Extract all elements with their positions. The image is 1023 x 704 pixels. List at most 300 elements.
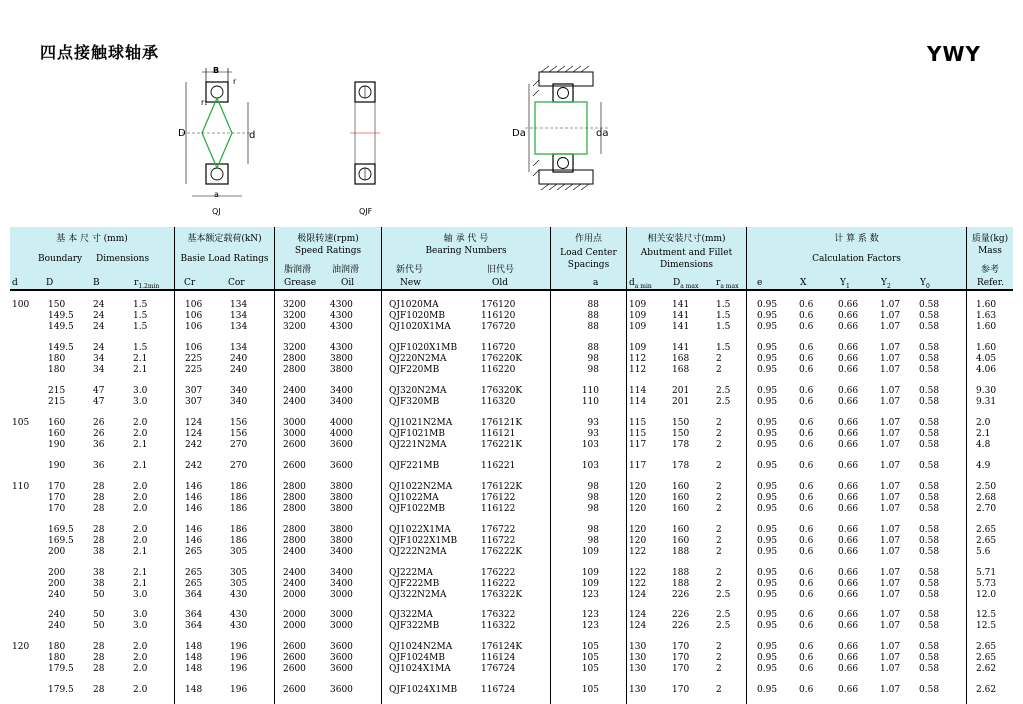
cell-da: 168 bbox=[672, 365, 690, 375]
cell-da: 124 bbox=[629, 610, 647, 620]
cell-new: QJF320MB bbox=[389, 397, 440, 407]
dim-label-r: r bbox=[233, 77, 237, 86]
cell-y2: 1.07 bbox=[880, 300, 901, 310]
page-title: 四点接触球轴承 bbox=[40, 43, 160, 62]
cell-da: 170 bbox=[672, 685, 690, 695]
cell-old: 116322 bbox=[481, 621, 516, 631]
cell-new: QJ1024X1MA bbox=[389, 664, 451, 674]
cell-b: 28 bbox=[93, 664, 105, 674]
cell-da: 122 bbox=[629, 568, 647, 578]
cell-m: 4.8 bbox=[976, 440, 991, 450]
center-header-en2: Spacings bbox=[567, 260, 610, 270]
cell-x: 0.6 bbox=[799, 642, 814, 652]
cell-d: 149.5 bbox=[48, 311, 74, 321]
cell-cr: 106 bbox=[185, 322, 203, 332]
cell-y0: 0.58 bbox=[919, 343, 940, 353]
cell-y2: 1.07 bbox=[880, 493, 901, 503]
cell-a: 88 bbox=[587, 300, 599, 310]
cell-da: 130 bbox=[629, 653, 647, 663]
cell-a: 88 bbox=[587, 322, 599, 332]
cell-da: 117 bbox=[629, 440, 647, 450]
cell-da: 122 bbox=[629, 579, 647, 589]
col-b: B bbox=[93, 278, 100, 288]
cell-ra: 2 bbox=[716, 461, 722, 471]
qjf-section-drawing bbox=[350, 78, 380, 188]
cell-g: 2800 bbox=[283, 504, 306, 514]
cell-y2: 1.07 bbox=[880, 621, 901, 631]
cell-e: 0.95 bbox=[757, 590, 778, 600]
cell-new: QJ320N2MA bbox=[389, 386, 447, 396]
cell-cor: 186 bbox=[230, 482, 248, 492]
cell-y2: 1.07 bbox=[880, 397, 901, 407]
cell-cr: 106 bbox=[185, 300, 203, 310]
cell-e: 0.95 bbox=[757, 664, 778, 674]
cell-ra: 1.5 bbox=[716, 343, 731, 353]
cell-old: 116220 bbox=[481, 365, 516, 375]
cell-old: 116221 bbox=[481, 461, 516, 471]
cell-a: 98 bbox=[587, 493, 599, 503]
calc-header-en: Calculation Factors bbox=[812, 254, 901, 264]
cell-da: 141 bbox=[672, 343, 690, 353]
cell-cor: 305 bbox=[230, 547, 248, 557]
cell-ra: 2 bbox=[716, 354, 722, 364]
table-row bbox=[0, 610, 1023, 621]
cell-y1: 0.66 bbox=[838, 343, 859, 353]
cell-da: 120 bbox=[629, 525, 647, 535]
cell-y0: 0.58 bbox=[919, 365, 940, 375]
cell-da: 160 bbox=[672, 525, 690, 535]
dim-label-a: a bbox=[214, 190, 219, 199]
cell-da: 120 bbox=[629, 536, 647, 546]
cell-m: 2.70 bbox=[976, 504, 997, 514]
cell-b: 34 bbox=[93, 365, 105, 375]
cell-da: 114 bbox=[629, 397, 647, 407]
cell-g: 2000 bbox=[283, 590, 306, 600]
cell-e: 0.95 bbox=[757, 482, 778, 492]
cell-old: 116122 bbox=[481, 504, 516, 514]
cell-new: QJ1021N2MA bbox=[389, 418, 453, 428]
cell-new: QJF1021MB bbox=[389, 429, 445, 439]
cell-r: 2.0 bbox=[133, 493, 148, 503]
cell-x: 0.6 bbox=[799, 525, 814, 535]
cell-old: 116222 bbox=[481, 579, 516, 589]
cell-y0: 0.58 bbox=[919, 300, 940, 310]
cell-e: 0.95 bbox=[757, 300, 778, 310]
cell-da: 141 bbox=[672, 300, 690, 310]
cell-y0: 0.58 bbox=[919, 579, 940, 589]
cell-b: 28 bbox=[93, 685, 105, 695]
cell-r: 2.1 bbox=[133, 579, 148, 589]
cell-d: 240 bbox=[48, 610, 66, 620]
cell-b: 50 bbox=[93, 621, 105, 631]
cell-da: 178 bbox=[672, 440, 690, 450]
cell-a: 98 bbox=[587, 504, 599, 514]
cell-da: 150 bbox=[672, 418, 690, 428]
cell-y0: 0.58 bbox=[919, 311, 940, 321]
cell-r: 2.0 bbox=[133, 429, 148, 439]
cell-r: 1.5 bbox=[133, 300, 148, 310]
cell-r: 3.0 bbox=[133, 621, 148, 631]
cell-a: 105 bbox=[581, 664, 599, 674]
table-row bbox=[0, 525, 1023, 536]
cell-ra: 1.5 bbox=[716, 322, 731, 332]
cell-m: 4.05 bbox=[976, 354, 997, 364]
cell-cor: 134 bbox=[230, 311, 248, 321]
cell-g: 2800 bbox=[283, 482, 306, 492]
cell-ra: 2 bbox=[716, 568, 722, 578]
cell-o: 3400 bbox=[330, 547, 353, 557]
cell-ra: 2 bbox=[716, 685, 722, 695]
cell-y1: 0.66 bbox=[838, 493, 859, 503]
table-row bbox=[0, 343, 1023, 354]
cell-d: 179.5 bbox=[48, 685, 74, 695]
cell-o: 3400 bbox=[330, 579, 353, 589]
cell-y1: 0.66 bbox=[838, 322, 859, 332]
cell-y1: 0.66 bbox=[838, 397, 859, 407]
table-row bbox=[0, 354, 1023, 365]
cell-x: 0.6 bbox=[799, 579, 814, 589]
cell-x: 0.6 bbox=[799, 547, 814, 557]
cell-da: 124 bbox=[629, 621, 647, 631]
cell-g: 2800 bbox=[283, 525, 306, 535]
cell-x: 0.6 bbox=[799, 300, 814, 310]
col-y1: $Y_1$ bbox=[840, 278, 850, 290]
table-row bbox=[0, 482, 1023, 493]
cell-da: 226 bbox=[672, 621, 690, 631]
cell-o: 4300 bbox=[330, 322, 353, 332]
cell-r: 2.0 bbox=[133, 664, 148, 674]
cell-b: 28 bbox=[93, 642, 105, 652]
cell-x: 0.6 bbox=[799, 590, 814, 600]
cell-m: 9.30 bbox=[976, 386, 997, 396]
qjf-caption: QJF bbox=[359, 207, 373, 216]
cell-da: 201 bbox=[672, 386, 690, 396]
cell-a: 109 bbox=[581, 547, 599, 557]
col-ra-max: $r_{a max}$ bbox=[716, 278, 739, 290]
cell-ra: 2 bbox=[716, 418, 722, 428]
cell-y0: 0.58 bbox=[919, 418, 940, 428]
dim-label-d-outer: D bbox=[178, 128, 186, 139]
cell-e: 0.95 bbox=[757, 461, 778, 471]
mass-header-en: Mass bbox=[978, 246, 1002, 256]
col-da-min: $d_{a min}$ bbox=[629, 278, 652, 290]
col-da-max: $D_{a max}$ bbox=[673, 278, 699, 290]
table-row bbox=[0, 386, 1023, 397]
cell-y0: 0.58 bbox=[919, 664, 940, 674]
cell-e: 0.95 bbox=[757, 429, 778, 439]
cell-ra: 2 bbox=[716, 525, 722, 535]
cell-y1: 0.66 bbox=[838, 418, 859, 428]
cell-d: 170 bbox=[48, 493, 66, 503]
cell-y1: 0.66 bbox=[838, 590, 859, 600]
cell-b: 38 bbox=[93, 579, 105, 589]
cell-g: 2600 bbox=[283, 440, 306, 450]
cell-y1: 0.66 bbox=[838, 653, 859, 663]
cell-e: 0.95 bbox=[757, 365, 778, 375]
cell-r: 3.0 bbox=[133, 590, 148, 600]
cell-d: 110 bbox=[12, 482, 30, 492]
cell-e: 0.95 bbox=[757, 547, 778, 557]
cell-d: 170 bbox=[48, 482, 66, 492]
cell-g: 2400 bbox=[283, 568, 306, 578]
cell-cr: 148 bbox=[185, 685, 203, 695]
cell-y2: 1.07 bbox=[880, 525, 901, 535]
col-old: Old bbox=[492, 278, 509, 288]
cell-da: 170 bbox=[672, 664, 690, 674]
cell-b: 28 bbox=[93, 482, 105, 492]
cell-ra: 2 bbox=[716, 653, 722, 663]
cell-e: 0.95 bbox=[757, 386, 778, 396]
cell-old: 116124 bbox=[481, 653, 516, 663]
cell-da: 115 bbox=[629, 429, 647, 439]
cell-m: 2.65 bbox=[976, 525, 997, 535]
cell-b: 28 bbox=[93, 504, 105, 514]
cell-d: 190 bbox=[48, 461, 66, 471]
cell-da: 226 bbox=[672, 590, 690, 600]
cell-new: QJ322MA bbox=[389, 610, 433, 620]
cell-y1: 0.66 bbox=[838, 536, 859, 546]
cell-ra: 2 bbox=[716, 493, 722, 503]
dim-label-b: B bbox=[213, 66, 220, 75]
cell-g: 2600 bbox=[283, 664, 306, 674]
cell-new: QJ1020MA bbox=[389, 300, 439, 310]
cell-new: QJF322MB bbox=[389, 621, 440, 631]
abutment-header-en2: Dimensions bbox=[659, 260, 714, 270]
cell-y2: 1.07 bbox=[880, 461, 901, 471]
cell-ra: 1.5 bbox=[716, 300, 731, 310]
cell-da: 141 bbox=[672, 311, 690, 321]
cell-y1: 0.66 bbox=[838, 440, 859, 450]
cell-a: 103 bbox=[581, 461, 599, 471]
cell-y1: 0.66 bbox=[838, 504, 859, 514]
bearing-header-cn: 轴 承 代 号 bbox=[443, 234, 489, 244]
cell-b: 38 bbox=[93, 547, 105, 557]
cell-g: 3000 bbox=[283, 429, 306, 439]
cell-cor: 186 bbox=[230, 536, 248, 546]
cell-y2: 1.07 bbox=[880, 418, 901, 428]
cell-new: QJF1020MB bbox=[389, 311, 445, 321]
cell-a: 93 bbox=[587, 418, 599, 428]
cell-y0: 0.58 bbox=[919, 536, 940, 546]
col-outer-d: D bbox=[46, 278, 54, 288]
cell-o: 3800 bbox=[330, 525, 353, 535]
table-row bbox=[0, 365, 1023, 376]
cell-a: 110 bbox=[581, 386, 599, 396]
cell-o: 3400 bbox=[330, 397, 353, 407]
bearing-header-en: Bearing Numbers bbox=[425, 246, 507, 256]
cell-da: 141 bbox=[672, 322, 690, 332]
cell-b: 50 bbox=[93, 590, 105, 600]
mass-header-cn: 质量(kg) bbox=[971, 234, 1009, 244]
cell-old: 176122 bbox=[481, 493, 516, 503]
cell-cor: 240 bbox=[230, 354, 248, 364]
cell-old: 176121K bbox=[481, 418, 523, 428]
cell-g: 2400 bbox=[283, 579, 306, 589]
cell-d: 170 bbox=[48, 504, 66, 514]
cell-e: 0.95 bbox=[757, 397, 778, 407]
cell-d: 100 bbox=[12, 300, 30, 310]
cell-ra: 2 bbox=[716, 504, 722, 514]
cell-ra: 2.5 bbox=[716, 621, 731, 631]
cell-m: 1.60 bbox=[976, 300, 997, 310]
cell-da: 201 bbox=[672, 397, 690, 407]
cell-y1: 0.66 bbox=[838, 482, 859, 492]
table-row bbox=[0, 547, 1023, 558]
cell-cr: 148 bbox=[185, 642, 203, 652]
table-row bbox=[0, 568, 1023, 579]
cell-a: 98 bbox=[587, 525, 599, 535]
cell-da: 114 bbox=[629, 386, 647, 396]
cell-g: 2600 bbox=[283, 685, 306, 695]
cell-y1: 0.66 bbox=[838, 642, 859, 652]
cell-y2: 1.07 bbox=[880, 547, 901, 557]
load-header-en: Basie Load Ratings bbox=[180, 254, 269, 264]
cell-da: 122 bbox=[629, 547, 647, 557]
cell-y2: 1.07 bbox=[880, 536, 901, 546]
cell-a: 103 bbox=[581, 440, 599, 450]
cell-new: QJF1020X1MB bbox=[389, 343, 458, 353]
cell-ra: 2 bbox=[716, 482, 722, 492]
cell-da: 160 bbox=[672, 504, 690, 514]
cell-d: 180 bbox=[48, 365, 66, 375]
cell-cor: 240 bbox=[230, 365, 248, 375]
cell-y0: 0.58 bbox=[919, 354, 940, 364]
cell-ra: 2.5 bbox=[716, 386, 731, 396]
cell-e: 0.95 bbox=[757, 418, 778, 428]
cell-y0: 0.58 bbox=[919, 482, 940, 492]
cell-a: 123 bbox=[581, 621, 599, 631]
cell-cor: 430 bbox=[230, 621, 248, 631]
cell-cor: 305 bbox=[230, 568, 248, 578]
cell-a: 109 bbox=[581, 568, 599, 578]
cell-r: 2.0 bbox=[133, 525, 148, 535]
cell-g: 3000 bbox=[283, 418, 306, 428]
cell-b: 28 bbox=[93, 493, 105, 503]
cell-g: 2000 bbox=[283, 621, 306, 631]
cell-cr: 307 bbox=[185, 386, 203, 396]
cell-d: 169.5 bbox=[48, 525, 74, 535]
cell-cor: 196 bbox=[230, 653, 248, 663]
cell-x: 0.6 bbox=[799, 418, 814, 428]
cell-m: 1.63 bbox=[976, 311, 997, 321]
cell-o: 3800 bbox=[330, 365, 353, 375]
cell-a: 123 bbox=[581, 610, 599, 620]
table-header-rule bbox=[10, 289, 1013, 291]
cell-e: 0.95 bbox=[757, 343, 778, 353]
cell-a: 105 bbox=[581, 653, 599, 663]
table-row bbox=[0, 664, 1023, 675]
cell-m: 2.62 bbox=[976, 685, 997, 695]
table-row bbox=[0, 440, 1023, 451]
cell-cr: 364 bbox=[185, 610, 203, 620]
cell-new: QJF221MB bbox=[389, 461, 440, 471]
cell-cor: 340 bbox=[230, 397, 248, 407]
cell-y1: 0.66 bbox=[838, 610, 859, 620]
cell-cr: 265 bbox=[185, 568, 203, 578]
cell-old: 176322 bbox=[481, 610, 516, 620]
table-row bbox=[0, 504, 1023, 515]
cell-cor: 186 bbox=[230, 525, 248, 535]
cell-d: 240 bbox=[48, 621, 66, 631]
cell-o: 3400 bbox=[330, 386, 353, 396]
cell-m: 12.5 bbox=[976, 610, 997, 620]
cell-cor: 186 bbox=[230, 504, 248, 514]
cell-a: 88 bbox=[587, 343, 599, 353]
table-row bbox=[0, 461, 1023, 472]
cell-ra: 1.5 bbox=[716, 311, 731, 321]
cell-b: 50 bbox=[93, 610, 105, 620]
cell-o: 4300 bbox=[330, 311, 353, 321]
dim-label-da-inner: da bbox=[596, 128, 609, 139]
cell-y1: 0.66 bbox=[838, 525, 859, 535]
qj-caption: QJ bbox=[212, 207, 221, 216]
cell-y2: 1.07 bbox=[880, 429, 901, 439]
cell-old: 176120 bbox=[481, 300, 516, 310]
col-r: $r_{1.2min}$ bbox=[134, 278, 160, 290]
cell-y0: 0.58 bbox=[919, 568, 940, 578]
cell-g: 2400 bbox=[283, 386, 306, 396]
cell-y2: 1.07 bbox=[880, 504, 901, 514]
cell-cor: 156 bbox=[230, 418, 248, 428]
cell-o: 3000 bbox=[330, 590, 353, 600]
cell-g: 3200 bbox=[283, 300, 306, 310]
cell-cr: 106 bbox=[185, 311, 203, 321]
cell-o: 4000 bbox=[330, 429, 353, 439]
cell-o: 4300 bbox=[330, 300, 353, 310]
cell-old: 176722 bbox=[481, 525, 516, 535]
cell-x: 0.6 bbox=[799, 311, 814, 321]
cell-o: 3600 bbox=[330, 461, 353, 471]
cell-r: 3.0 bbox=[133, 386, 148, 396]
cell-a: 88 bbox=[587, 311, 599, 321]
cell-new: QJF1022MB bbox=[389, 504, 445, 514]
cell-cr: 148 bbox=[185, 664, 203, 674]
cell-ra: 2 bbox=[716, 365, 722, 375]
col-ref: Refer. bbox=[977, 278, 1004, 288]
table-row bbox=[0, 311, 1023, 322]
cell-a: 98 bbox=[587, 365, 599, 375]
cell-cor: 270 bbox=[230, 461, 248, 471]
cell-new: QJF1024MB bbox=[389, 653, 445, 663]
cell-y2: 1.07 bbox=[880, 482, 901, 492]
cell-m: 5.73 bbox=[976, 579, 997, 589]
cell-x: 0.6 bbox=[799, 440, 814, 450]
cell-new: QJ222MA bbox=[389, 568, 433, 578]
cell-x: 0.6 bbox=[799, 493, 814, 503]
cell-b: 26 bbox=[93, 418, 105, 428]
ref-header-cn: 参考 bbox=[980, 265, 999, 275]
cell-y0: 0.58 bbox=[919, 397, 940, 407]
cell-r: 2.1 bbox=[133, 568, 148, 578]
cell-old: 176221K bbox=[481, 440, 523, 450]
cell-d: 150 bbox=[48, 300, 66, 310]
cell-y0: 0.58 bbox=[919, 610, 940, 620]
cell-d: 215 bbox=[48, 397, 66, 407]
cell-m: 4.9 bbox=[976, 461, 991, 471]
table-row bbox=[0, 418, 1023, 429]
cell-y0: 0.58 bbox=[919, 642, 940, 652]
cell-x: 0.6 bbox=[799, 610, 814, 620]
cell-cr: 146 bbox=[185, 493, 203, 503]
brand-logo: YWY bbox=[926, 42, 981, 66]
cell-new: QJ322N2MA bbox=[389, 590, 447, 600]
cell-g: 2800 bbox=[283, 493, 306, 503]
cell-old: 116120 bbox=[481, 311, 516, 321]
cell-y2: 1.07 bbox=[880, 590, 901, 600]
cell-cor: 340 bbox=[230, 386, 248, 396]
cell-o: 4300 bbox=[330, 343, 353, 353]
cell-y2: 1.07 bbox=[880, 386, 901, 396]
